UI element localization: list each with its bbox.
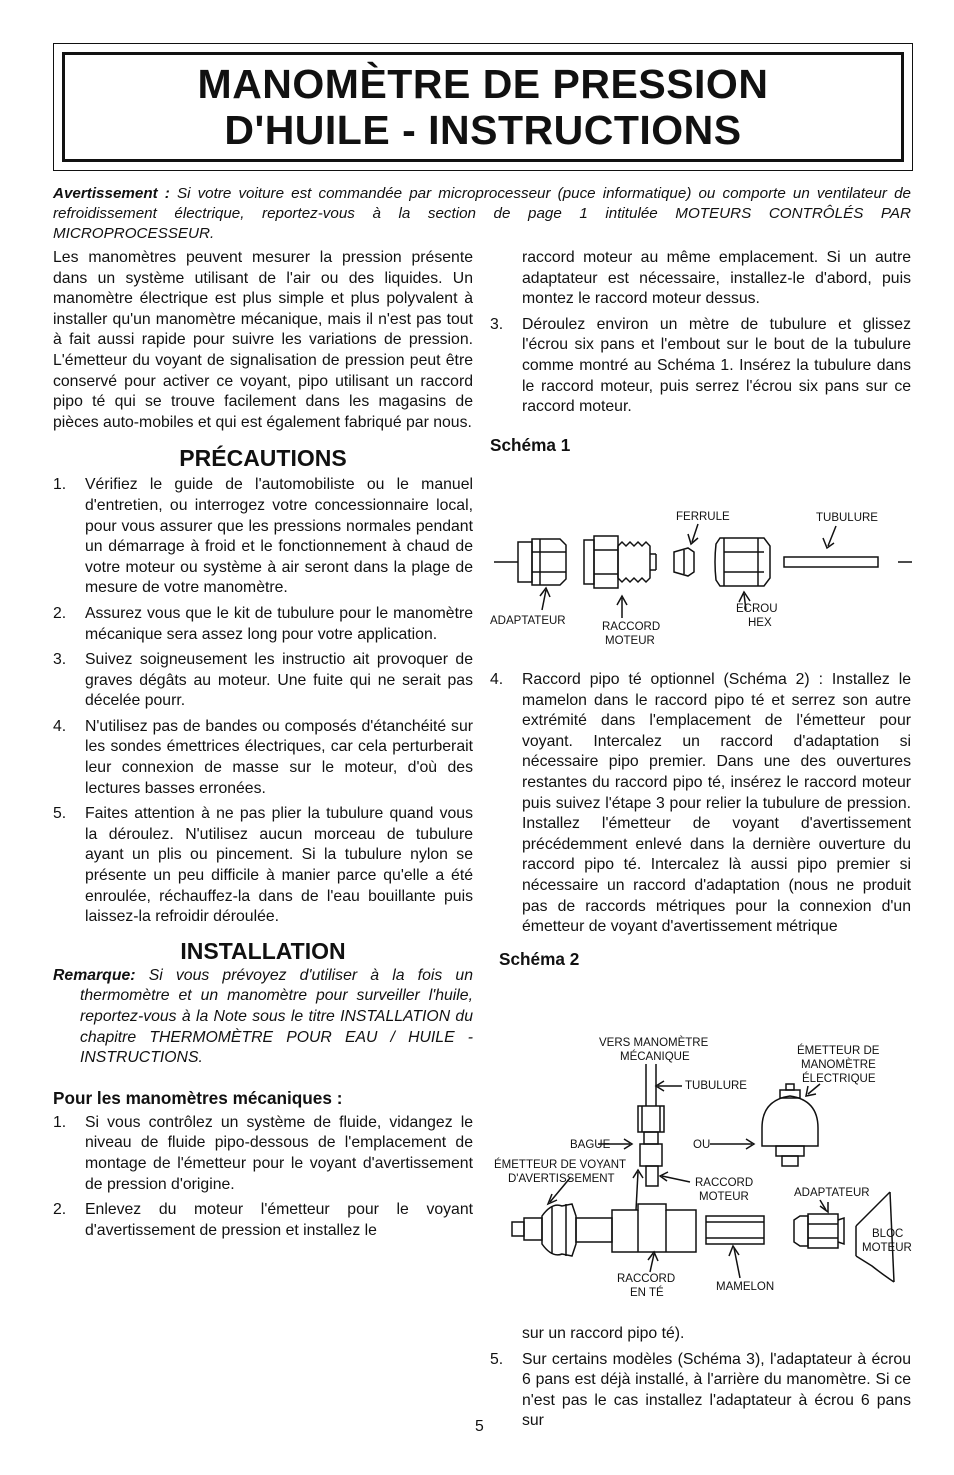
note-lead: Remarque: [53, 966, 136, 984]
item-number: 1. [53, 1113, 67, 1131]
precaution-item [53, 650, 473, 712]
item-number: 1. [53, 476, 67, 494]
item-number: 4. [490, 671, 504, 688]
elec-sender-label-3: ÉLECTRIQUE [802, 1073, 876, 1085]
precautions-heading: PRÉCAUTIONS [179, 445, 347, 472]
engine-block-label-1: BLOC [872, 1228, 904, 1240]
precaution-item [53, 475, 473, 599]
item-text: Assurez vous que le kit de tubulure pour le manomètre mécanique sera assez long pour votre application. [85, 604, 473, 643]
install-step [490, 1350, 911, 1432]
tubing-label: TUBULURE [685, 1080, 747, 1092]
item-text: N'utilisez pas de bandes ou composés d'étanchéité sur les sondes émettrices électriques, car cela perturberait leur connexion de masse sur le moteur, d'où des lectures basses erronées. [85, 717, 473, 797]
precaution-item [53, 804, 473, 928]
precaution-item [53, 604, 473, 645]
item-number: 2. [53, 1201, 67, 1219]
warning-text: Si votre voiture est commandée par microprocesseur (puce informatique) ou comporte un ventilateur de refroidissement électrique, reportez-vous à la section de page 1 intitulée MOTEURS CONTRÔLÉS PAR MICROPROCESSEUR. [53, 185, 911, 242]
item-text: Vérifiez le guide de l'automobiliste ou le manuel d'entretien, ou interrogez votre concessionnaire local, pour vous assurer que les pressions normales pendant un démarrage à froid et le fonctionnement à chaud de votre moteur ou système à air seront dans la plage de mesure de votre manomètre. [85, 476, 473, 597]
hex-nut-label-1: ECROU [736, 603, 778, 615]
engine-fitting-label-2: MOTEUR [699, 1191, 749, 1203]
adapter-label: ADAPTATEUR [490, 615, 566, 627]
schema-2-diagram [490, 1034, 914, 1310]
tubing-part [784, 557, 878, 567]
adapter-label: ADAPTATEUR [794, 1187, 870, 1199]
hex-nut-part [715, 538, 770, 586]
ferrule-label: FERRULE [676, 511, 730, 523]
right-column-bottom [490, 1324, 911, 1432]
hex-nut-label-2: HEX [748, 617, 772, 629]
item-text: raccord moteur au même emplacement. Si un autre adaptateur est nécessaire, installez-le d'abord, puis montez le raccord moteur dessus. [522, 249, 911, 308]
item-text: Faites attention à ne pas plier la tubulure quand vous la déroulez. N'utilisez aucun morceau de tubulure ayant un plis ou pincement. Si la tubulure nylon se présente un peu difficile à manier parce qu'elle a été enroulée, réchauffez-la dans de l'eau bouillante puis laissez-la refroidir déroulée. [85, 805, 473, 926]
warning-lead: Avertissement : [53, 185, 170, 202]
install-step-continued [490, 248, 911, 310]
elec-sender-label-1: ÉMETTEUR DE [797, 1045, 880, 1057]
item-text: Raccord pipo té optionnel (Schéma 2) : Installez le mamelon dans le raccord pipo té et serrez son autre extrémité dans l'emplacement de l'émetteur pour voyant. Intercalez un raccord d'adaptation si nécessaire pipo premier. Dans une des ouvertures restantes du raccord pipo té, insérez le raccord moteur puis suivez l'étape 3 pour relier la tubulure de pression. Installez l'émetteur de voyant d'avertissement précédemment enlevé dans la dernière ouverture du raccord pipo té. Intercalez là aussi pipo premier si nécessaire un raccord d'adaptation (nous ne produit pas de raccords métriques pour la connexion d'un émetteur de voyant d'avertissement métrique [522, 671, 911, 936]
item-number: 3. [490, 315, 504, 333]
warning-sender-label-1: ÉMETTEUR DE VOYANT [494, 1159, 627, 1171]
intro-paragraph: Les manomètres peuvent mesurer la pression présente dans un système utilisant de l'air ou des liquides. Un manomètre électrique est plus simple et plus polyvalent à installer qu'un manomètre mécanique, mais il n'est pas tout à fait aussi rapide pour suivre les variations de pression. L'émetteur du voyant de signalisation de pression peut être conservé pour activer ce voyant, pipo utilisant un raccord pipo té qui se trouve facilement dans les magasins de pièces auto-mobiles et qui est également fabriqué par nous. [53, 249, 473, 431]
engine-fitting-label-2: MOTEUR [605, 635, 655, 647]
engine-fitting-part [584, 536, 656, 588]
install-step [490, 670, 911, 938]
warning-sender-label-2: D'AVERTISSEMENT [508, 1173, 615, 1185]
install-step [490, 315, 911, 418]
page-number: 5 [475, 1418, 484, 1435]
item-text: sur un raccord pipo té). [522, 1325, 685, 1342]
item-text: Suivez soigneusement les instructio ait provoquer de graves dégâts au moteur. Une fuite qui ne serait pas décelée pourr. [85, 651, 473, 710]
or-label: OU [693, 1139, 711, 1151]
schema-2-title: Schéma 2 [499, 948, 580, 969]
to-mech-gauge-label-2: MÉCANIQUE [620, 1051, 690, 1063]
schema-2-svg [490, 1034, 914, 1310]
title-inner-frame [62, 52, 904, 162]
right-column-step-4 [490, 670, 911, 970]
installation-note [53, 966, 473, 1069]
tee-fitting-label-1: RACCORD [617, 1273, 676, 1285]
mechanical-gauges-heading: Pour les manomètres mécaniques : [53, 1087, 343, 1108]
warning-paragraph [53, 184, 911, 244]
item-text: Déroulez environ un mètre de tubulure et glissez l'écrou six pans et l'embout sur le bout de la tubulure comme montré au Schéma 1. Insérez la tubulure dans le raccord moteur, puis serrez l'écrou six pans sur ce raccord moteur. [522, 315, 911, 416]
item-text: Si vous contrôlez un système de fluide, vidangez le niveau de fluide pipo-dessous de l'emplacement de montage de l'émetteur pour le voyant d'avertissement de pression d'origine. [85, 1113, 473, 1193]
schema-1-diagram [488, 502, 912, 660]
adapter-part [518, 539, 566, 585]
ferrule-part [674, 548, 694, 576]
right-column [490, 248, 911, 456]
install-step [53, 1200, 473, 1241]
install-step-continued [490, 1324, 911, 1345]
item-number: 2. [53, 604, 67, 622]
install-step [53, 1113, 473, 1195]
ferrule-ring-label: BAGUE [570, 1139, 611, 1151]
item-number: 5. [53, 805, 67, 823]
engine-fitting-label-1: RACCORD [602, 621, 661, 633]
item-number: 5. [490, 1350, 504, 1368]
to-mech-gauge-label-1: VERS MANOMÈTRE [599, 1037, 709, 1049]
schema-1-svg [488, 502, 912, 660]
item-number: 3. [53, 651, 67, 669]
installation-heading: INSTALLATION [180, 937, 346, 964]
note-text: Si vous prévoyez d'utiliser à la fois un thermomètre et un manomètre pour surveiller l'huile, reportez-vous à la Note sous le titre INSTALLATION du chapitre THERMOMÈTRE POUR EAU / HUILE - INSTRUCTIONS. [80, 966, 473, 1067]
item-number: 4. [53, 717, 67, 735]
item-text: Enlevez du moteur l'émetteur pour le voyant d'avertissement de pression et installez le [85, 1201, 473, 1239]
engine-fitting-label-1: RACCORD [695, 1177, 754, 1189]
schema-1-title: Schéma 1 [490, 434, 571, 455]
elec-sender-label-2: MANOMÈTRE [801, 1059, 876, 1071]
page-title-line-2: D'HUILE - INSTRUCTIONS [224, 107, 742, 153]
item-text: Sur certains modèles (Schéma 3), l'adaptateur à écrou 6 pans est déjà installé, à l'arrière du manomètre. Si ce n'est pas le cas installez l'adaptateur à écrou 6 pans sur [522, 1350, 911, 1430]
tee-fitting-label-2: EN TÉ [630, 1287, 664, 1299]
engine-block-label-2: MOTEUR [862, 1242, 912, 1254]
left-column [53, 248, 473, 1241]
nipple-label: MAMELON [716, 1281, 775, 1293]
precaution-item [53, 717, 473, 799]
title-frame [53, 43, 913, 171]
page-title-line-1: MANOMÈTRE DE PRESSION [197, 61, 769, 107]
tubing-label: TUBULURE [816, 512, 878, 524]
